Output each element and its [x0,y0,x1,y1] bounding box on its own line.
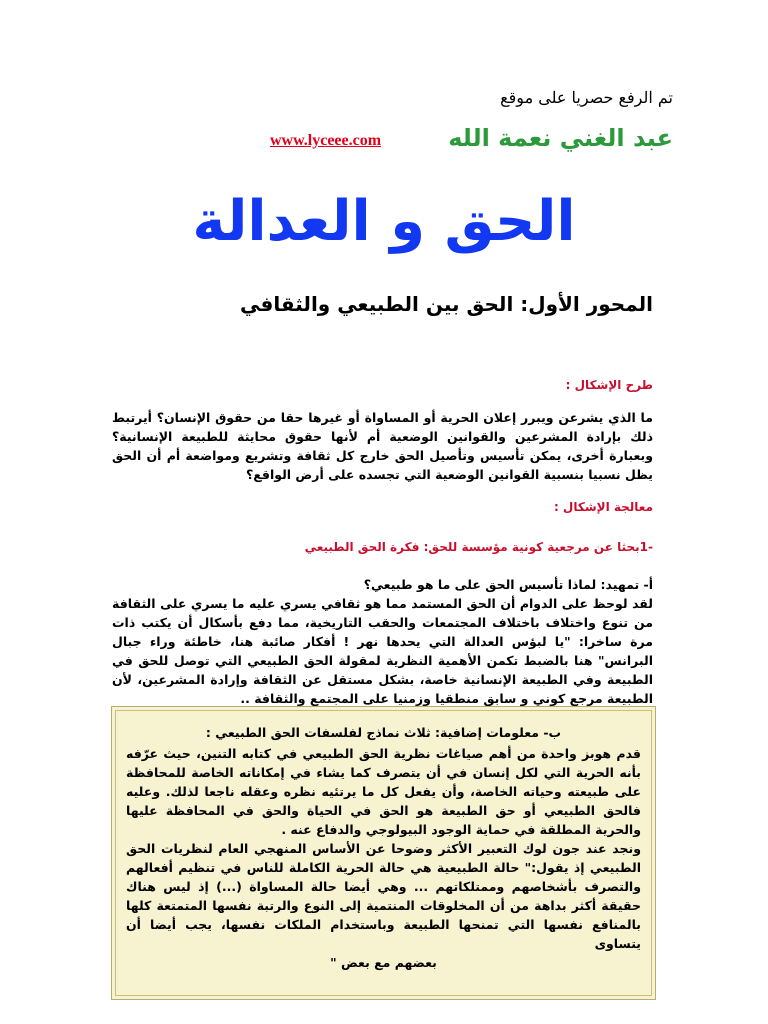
problem-paragraph [112,408,653,484]
natural-right-subheading: -1بحثا عن مرجعية كونية مؤسسة للحق: فكرة الحق الطبيعي [304,540,653,554]
locke-quote-end: بعضهم مع بعض " [330,955,437,970]
additional-info-box [111,706,656,1000]
locke-paragraph: ونجد عند جون لوك التعبير الأكثر وضوحا عن الأساس المنهجي العام لنظريات الحق الطبيعي إذ يقول:" حالة الطبيعية هي حالة الحرية الكاملة للناس في تنظيم أفعالهم والتصرف بأشخاصهم وممتلكاتهم ... وهي أيضا حالة المساواة (...) إذ ليس هناك حقيقة أكثر بداهة من أن المخلوقات المنتمية إلى النوع والرتبة نفسها المتمتعة كلها بالمنافع نفسها التي تمنحها الطبيعة وباستخدام الملكات نفسها، يجب أيضا أن يتساوى [126,841,641,951]
author-name: عبد الغني نعمة الله [448,124,673,152]
intro-paragraph [112,575,653,708]
treatment-heading: معالجة الإشكال : [553,500,653,514]
info-box-title: ب- معلومات إضافية: ثلاث نماذج لفلسفات الحق الطبيعي : [205,725,562,740]
axis-title: المحور الأول: الحق بين الطبيعي والثقافي [240,292,653,316]
site-link[interactable]: www.lyceee.com [270,132,382,149]
main-title: الحق و العدالة [192,189,576,254]
intro-text: لقد لوحظ على الدوام أن الحق المستمد مما هو ثقافي يسري عليه ما يسري على الثقافة من تنوع واختلاف باختلاف المجتمعات والحقب التاريخية، مما دفع بأسكال أن يكتب ذات مرة ساخرا: "يا لبؤس العدالة التي يحدها نهر ! أفكار صائبة هنا، خاطئة وراء جبال البرانس" هنا بالضبط تكمن الأهمية النظرية لمقولة الحق الطبيعي التي توصل للحق في الطبيعة وفي الطبيعة الإنسانية خاصة، بشكل مستقل عن الثقافة وإرادة المشرعين، لأن الطبيعة مرجع كوني و سابق منطقيا وزمنيا على المجتمع والثقافة .. [112,596,653,706]
problem-heading: طرح الإشكال : [565,378,653,392]
hobbes-paragraph: قدم هوبز واحدة من أهم صياغات نظرية الحق الطبيعي في كتابه التنين، حيث عرّفه بأنه الحرية التي لكل إنسان في أن يتصرف كما يشاء في إمكاناته الخاصة للمحافظة على طبيعته وحياته الخاصة، وأن يفعل كل ما يرتئيه نظره وعقله ناجعا لذلك. وعليه فالحق الطبيعي أو حق الطبيعة هو الحق في الحياة والحق في المحافظة عليها والحرية المطلقة في حماية الوجود البيولوجي والدفاع عنه . [126,746,641,837]
upload-note: تم الرفع حصريا على موقع [500,88,673,107]
problem-text: ما الذي يشرعن ويبرر إعلان الحرية أو المساواة أو غيرها حقا من حقوق الإنسان؟ أيرتبط ذلك بإرادة المشرعين والقوانين الوضعية أم لأنها حقوق محايثة للطبيعة الإنسانية؟ وبعبارة أخرى، يمكن تأسيس وتأصيل الحق خارج كل ثقافة وتشريع ومواضعة أم أن الحق يظل نسبيا بنسبية القوانين الوضعية التي تجسده على أرض الواقع؟ [112,410,653,482]
intro-question: أ- تمهيد: لماذا تأسيس الحق على ما هو طبيعي؟ [363,577,653,592]
info-box-content [126,723,641,972]
